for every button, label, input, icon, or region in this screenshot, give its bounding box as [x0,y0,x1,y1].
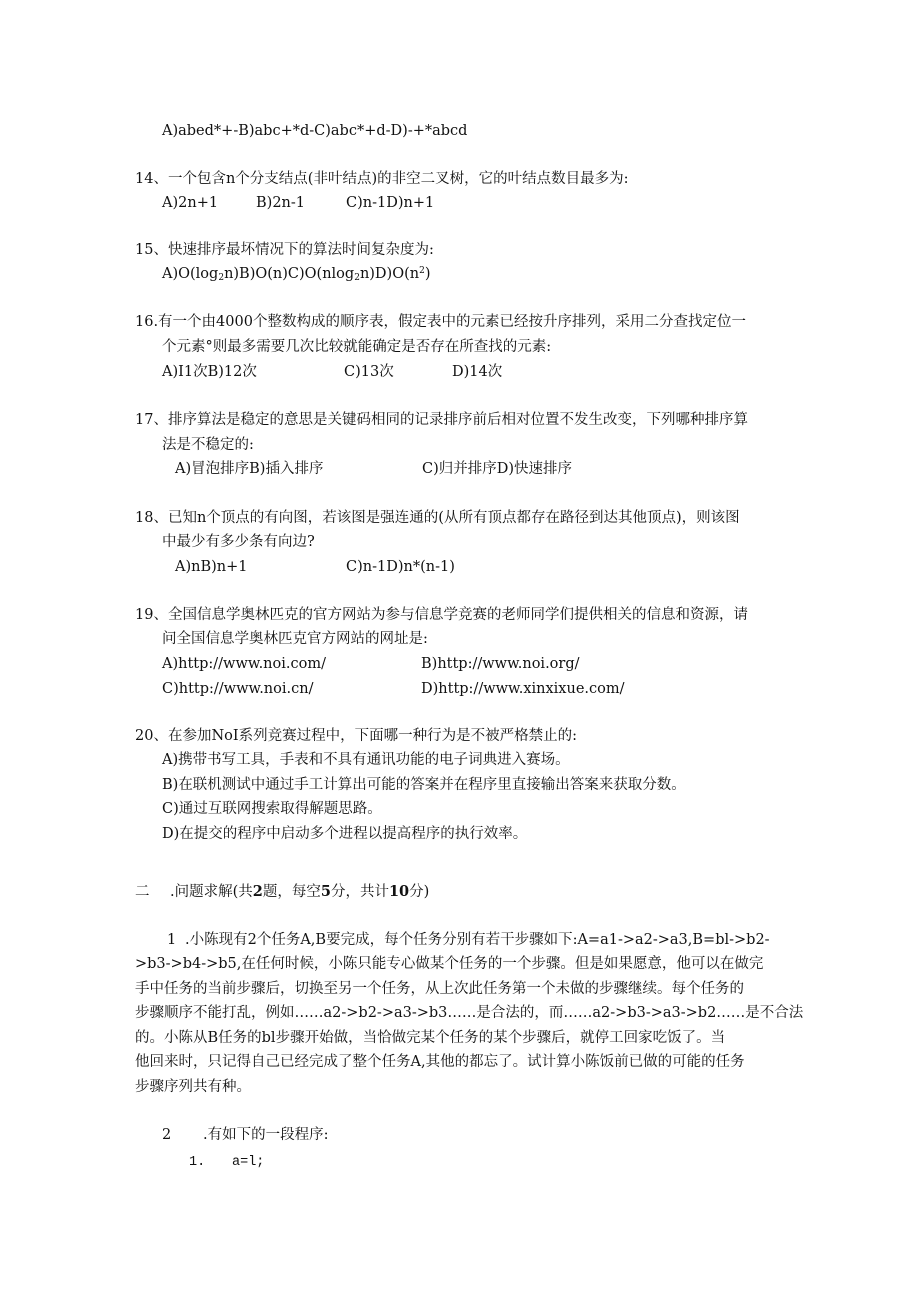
q16-option-d: D)14次 [452,364,503,380]
q17-option-ab: A)冒泡排序B)插入排序 [175,461,324,477]
problem-2-number: 2 [162,1127,172,1143]
code-line: a=l; [232,1155,265,1170]
q16-line2: 个元素°则最多需要几次比较就能确定是否存在所查找的元素: [162,339,552,355]
problem-1-line5: 的。小陈从B任务的bl步骤开始做，当恰做完某个任务的某个步骤后，就停工回家吃饭了。当 [135,1030,726,1046]
section-2-number: 二 [135,884,150,900]
q14-option-a: A)2n+1 [162,195,219,211]
problem-1-line3: 手中任务的当前步骤后，切换至另一个任务，从上次此任务第一个未做的步骤继续。每个任务的 [135,981,744,997]
q18-line2: 中最少有多少条有向边? [162,534,315,550]
q20-stem: 20、在参加NoI系列竞赛过程中，下面哪一种行为是不被严格禁止的: [135,728,577,744]
q19-line2: 问全国信息学奥林匹克官方网站的网址是: [162,631,428,647]
q18-option-cd: C)n-1D)n*(n-1) [346,559,455,575]
q15-options: $A)O(\log_2n)B)O(n)C)O(nlog_2n)D)O(n^2)$ [162,266,431,283]
q16-option-ab: A)I1次B)12次 [162,364,257,380]
q18-option-ab: A)nB)n+1 [175,559,248,575]
q19-option-b: B)http://www.noi.org/ [421,656,580,672]
problem-1-line7: 步骤序列共有种。 [135,1079,251,1095]
q13-options: A)abed*+-B)abc+*d-C)abc*+d-D)-+*abcd [162,123,468,139]
q19-option-a: A)http://www.noi.com/ [162,656,326,672]
q20-option-b: B)在联机测试中通过手工计算出可能的答案并在程序里直接输出答案来获取分数。 [162,777,686,793]
problem-1-line6: 他回来时，只记得自己已经完成了整个任务A,其他的都忘了。试计算小陈饭前已做的可能的任务 [135,1054,745,1070]
q19-option-d: D)http://www.xinxixue.com/ [421,681,625,697]
q17-line1: 17、排序算法是稳定的意思是关键码相同的记录排序前后相对位置不发生改变，下列哪种排序算 [135,412,748,428]
code-line-number: 1. [189,1155,206,1170]
problem-1-line2: >b3->b4->b5,在任何时候，小陈只能专心做某个任务的一个步骤。但是如果愿意，他可以在做完 [135,956,764,972]
problem-1-line1: .小陈现有2个任务A,B要完成，每个任务分别有若干步骤如下:A=a1->a2->a3,B=bl->b2- [185,932,770,948]
q14-stem: 14、一个包含n个分支结点(非叶结点)的非空二叉树，它的叶结点数目最多为: [135,171,629,187]
q16-line1: 16.有一个由4000个整数构成的顺序表，假定表中的元素已经按升序排列，采用二分查找定位一 [135,314,746,330]
problem-1-number: 1 [167,932,177,948]
problem-2-text: .有如下的一段程序: [203,1127,329,1143]
q16-option-c: C)13次 [344,364,394,380]
section-2-heading: .问题求解(共2题，每空5分，共计10分) [170,883,430,900]
q19-line1: 19、全国信息学奥林匹克的官方网站为参与信息学竞赛的老师同学们提供相关的信息和资源，请 [135,607,748,623]
q17-line2: 法是不稳定的: [162,437,254,453]
q15-stem: 15、快速排序最坏情况下的算法时间复杂度为: [135,242,434,258]
q14-option-cd: C)n-1D)n+1 [346,195,435,211]
problem-1-line4: 步骤顺序不能打乱，例如……a2->b2->a3->b3……是合法的，而……a2->b3->a3->b2……是不合法 [135,1005,804,1021]
q20-option-a: A)携带书写工具，手表和不具有通讯功能的电子词典进入赛场。 [162,752,570,768]
q19-option-c: C)http://www.noi.cn/ [162,681,314,697]
q14-option-b: B)2n-1 [256,195,306,211]
q18-line1: 18、已知n个顶点的有向图，若该图是强连通的(从所有顶点都存在路径到达其他顶点)，则该图 [135,510,740,526]
q17-option-cd: C)归并排序D)快速排序 [422,461,573,477]
q20-option-d: D)在提交的程序中启动多个进程以提高程序的执行效率。 [162,826,528,842]
q20-option-c: C)通过互联网搜索取得解题思路。 [162,801,382,817]
